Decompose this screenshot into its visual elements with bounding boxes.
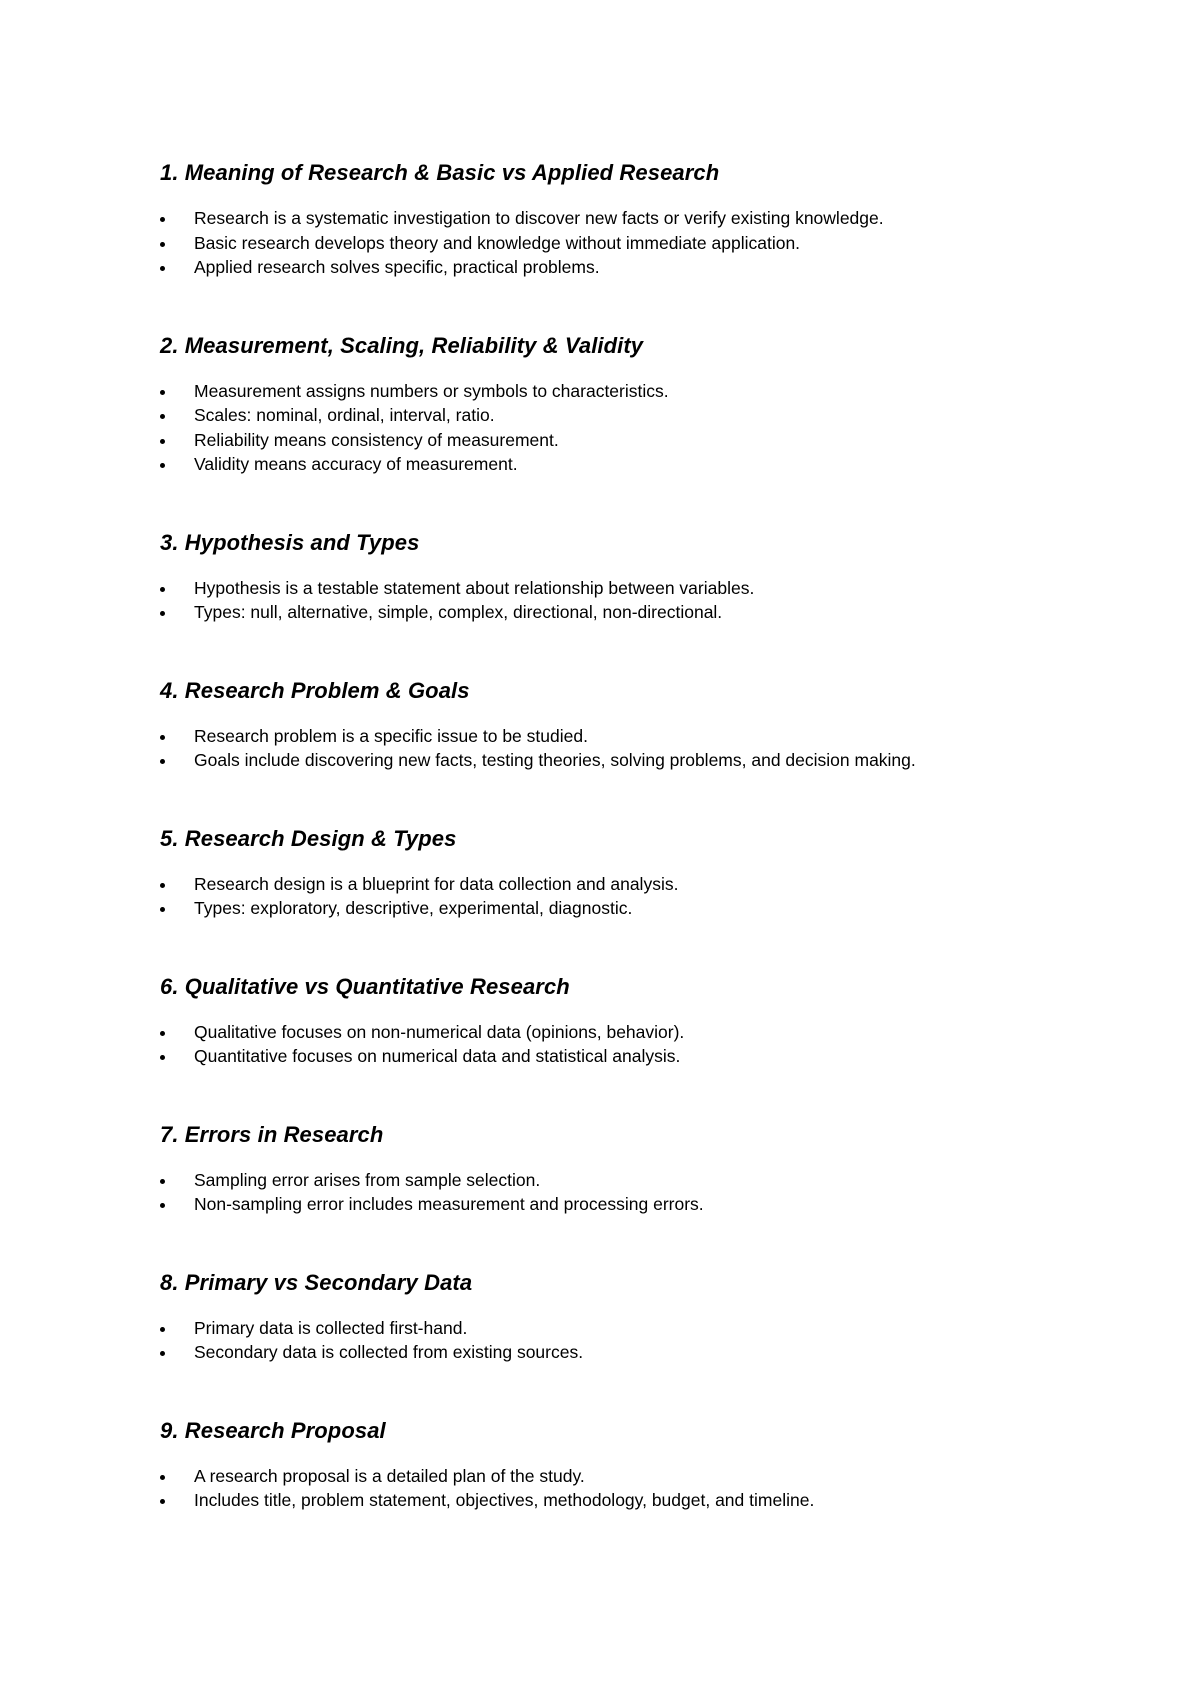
list-item-text: A research proposal is a detailed plan of the study. bbox=[194, 1465, 585, 1486]
list-item-text: Goals include discovering new facts, testing theories, solving problems, and decision making. bbox=[194, 750, 916, 770]
section-title: 4. Research Problem & Goals bbox=[160, 677, 470, 703]
list-item-text: Non-sampling error includes measurement and processing errors. bbox=[194, 1194, 704, 1214]
section-2 bbox=[160, 331, 1200, 477]
bullet-icon bbox=[160, 1327, 165, 1332]
section-9 bbox=[160, 1416, 1200, 1513]
bullet-list bbox=[160, 1020, 1200, 1069]
list-item-text: Types: null, alternative, simple, complex, directional, non-directional. bbox=[194, 602, 723, 622]
list-item-text: Reliability means consistency of measurement. bbox=[194, 429, 559, 450]
section-7 bbox=[160, 1120, 1200, 1217]
bullet-list bbox=[160, 1316, 1200, 1365]
list-item-text: Qualitative focuses on non-numerical data (opinions, behavior). bbox=[194, 1021, 685, 1042]
section-1 bbox=[160, 158, 1200, 280]
bullet-list bbox=[160, 1464, 1200, 1513]
list-item-text: Quantitative focuses on numerical data and statistical analysis. bbox=[194, 1046, 681, 1066]
bullet-icon bbox=[160, 1351, 165, 1356]
section-title: 8. Primary vs Secondary Data bbox=[160, 1269, 473, 1295]
list-item-text: Applied research solves specific, practical problems. bbox=[194, 257, 600, 277]
list-item bbox=[160, 1340, 1200, 1365]
list-item bbox=[160, 379, 1200, 404]
list-item-text: Hypothesis is a testable statement about relationship between variables. bbox=[194, 577, 755, 598]
bullet-icon bbox=[160, 759, 165, 764]
bullet-icon bbox=[160, 1179, 165, 1184]
bullet-icon bbox=[160, 242, 165, 247]
list-item-text: Scales: nominal, ordinal, interval, ratio. bbox=[194, 405, 495, 425]
list-item-text: Measurement assigns numbers or symbols to characteristics. bbox=[194, 380, 669, 401]
list-item-text: Primary data is collected first-hand. bbox=[194, 1317, 468, 1338]
list-item bbox=[160, 403, 1200, 428]
list-item bbox=[160, 748, 1200, 773]
bullet-icon bbox=[160, 1499, 165, 1504]
list-item bbox=[160, 1192, 1200, 1217]
list-item-text: Secondary data is collected from existing sources. bbox=[194, 1342, 584, 1362]
list-item bbox=[160, 600, 1200, 625]
list-item bbox=[160, 1044, 1200, 1069]
section-title: 2. Measurement, Scaling, Reliability & Validity bbox=[160, 332, 644, 358]
bullet-list bbox=[160, 576, 1200, 625]
list-item-text: Research design is a blueprint for data collection and analysis. bbox=[194, 873, 679, 894]
list-item bbox=[160, 1464, 1200, 1489]
section-title: 7. Errors in Research bbox=[160, 1121, 384, 1147]
bullet-icon bbox=[160, 1055, 165, 1060]
section-title: 1. Meaning of Research & Basic vs Applied Research bbox=[160, 160, 720, 185]
list-item-text: Validity means accuracy of measurement. bbox=[194, 454, 518, 474]
bullet-icon bbox=[160, 217, 165, 222]
bullet-list bbox=[160, 379, 1200, 477]
bullet-icon bbox=[160, 1475, 165, 1480]
bullet-icon bbox=[160, 390, 165, 395]
list-item bbox=[160, 231, 1200, 256]
section-title: 3. Hypothesis and Types bbox=[160, 529, 420, 555]
section-title: 6. Qualitative vs Quantitative Research bbox=[160, 973, 570, 999]
bullet-list bbox=[160, 724, 1200, 773]
list-item-text: Sampling error arises from sample selection. bbox=[194, 1169, 541, 1190]
list-item-text: Research is a systematic investigation to discover new facts or verify existing knowledge. bbox=[194, 208, 884, 228]
section-3 bbox=[160, 528, 1200, 625]
list-item-text: Includes title, problem statement, objectives, methodology, budget, and timeline. bbox=[194, 1490, 815, 1510]
bullet-icon bbox=[160, 266, 165, 271]
list-item bbox=[160, 724, 1200, 749]
bullet-icon bbox=[160, 611, 165, 616]
list-item-text: Types: exploratory, descriptive, experimental, diagnostic. bbox=[194, 898, 633, 918]
bullet-list bbox=[160, 1168, 1200, 1217]
list-item bbox=[160, 872, 1200, 897]
section-8 bbox=[160, 1268, 1200, 1365]
bullet-icon bbox=[160, 587, 165, 592]
section-6 bbox=[160, 972, 1200, 1069]
bullet-icon bbox=[160, 735, 165, 740]
bullet-list bbox=[160, 206, 1200, 280]
section-title: 5. Research Design & Types bbox=[160, 825, 457, 851]
section-5 bbox=[160, 824, 1200, 921]
list-item bbox=[160, 1316, 1200, 1341]
list-item bbox=[160, 576, 1200, 601]
bullet-icon bbox=[160, 439, 165, 444]
bullet-icon bbox=[160, 1203, 165, 1208]
list-item bbox=[160, 452, 1200, 477]
bullet-list bbox=[160, 872, 1200, 921]
list-item-text: Research problem is a specific issue to be studied. bbox=[194, 725, 588, 746]
bullet-icon bbox=[160, 1031, 165, 1036]
bullet-icon bbox=[160, 907, 165, 912]
list-item bbox=[160, 896, 1200, 921]
list-item-text: Basic research develops theory and knowledge without immediate application. bbox=[194, 232, 801, 253]
bullet-icon bbox=[160, 883, 165, 888]
list-item bbox=[160, 428, 1200, 453]
list-item bbox=[160, 1020, 1200, 1045]
list-item bbox=[160, 1168, 1200, 1193]
list-item bbox=[160, 1488, 1200, 1513]
section-4 bbox=[160, 676, 1200, 773]
section-title: 9. Research Proposal bbox=[160, 1417, 386, 1443]
bullet-icon bbox=[160, 463, 165, 468]
bullet-icon bbox=[160, 414, 165, 419]
list-item bbox=[160, 206, 1200, 231]
list-item bbox=[160, 255, 1200, 280]
